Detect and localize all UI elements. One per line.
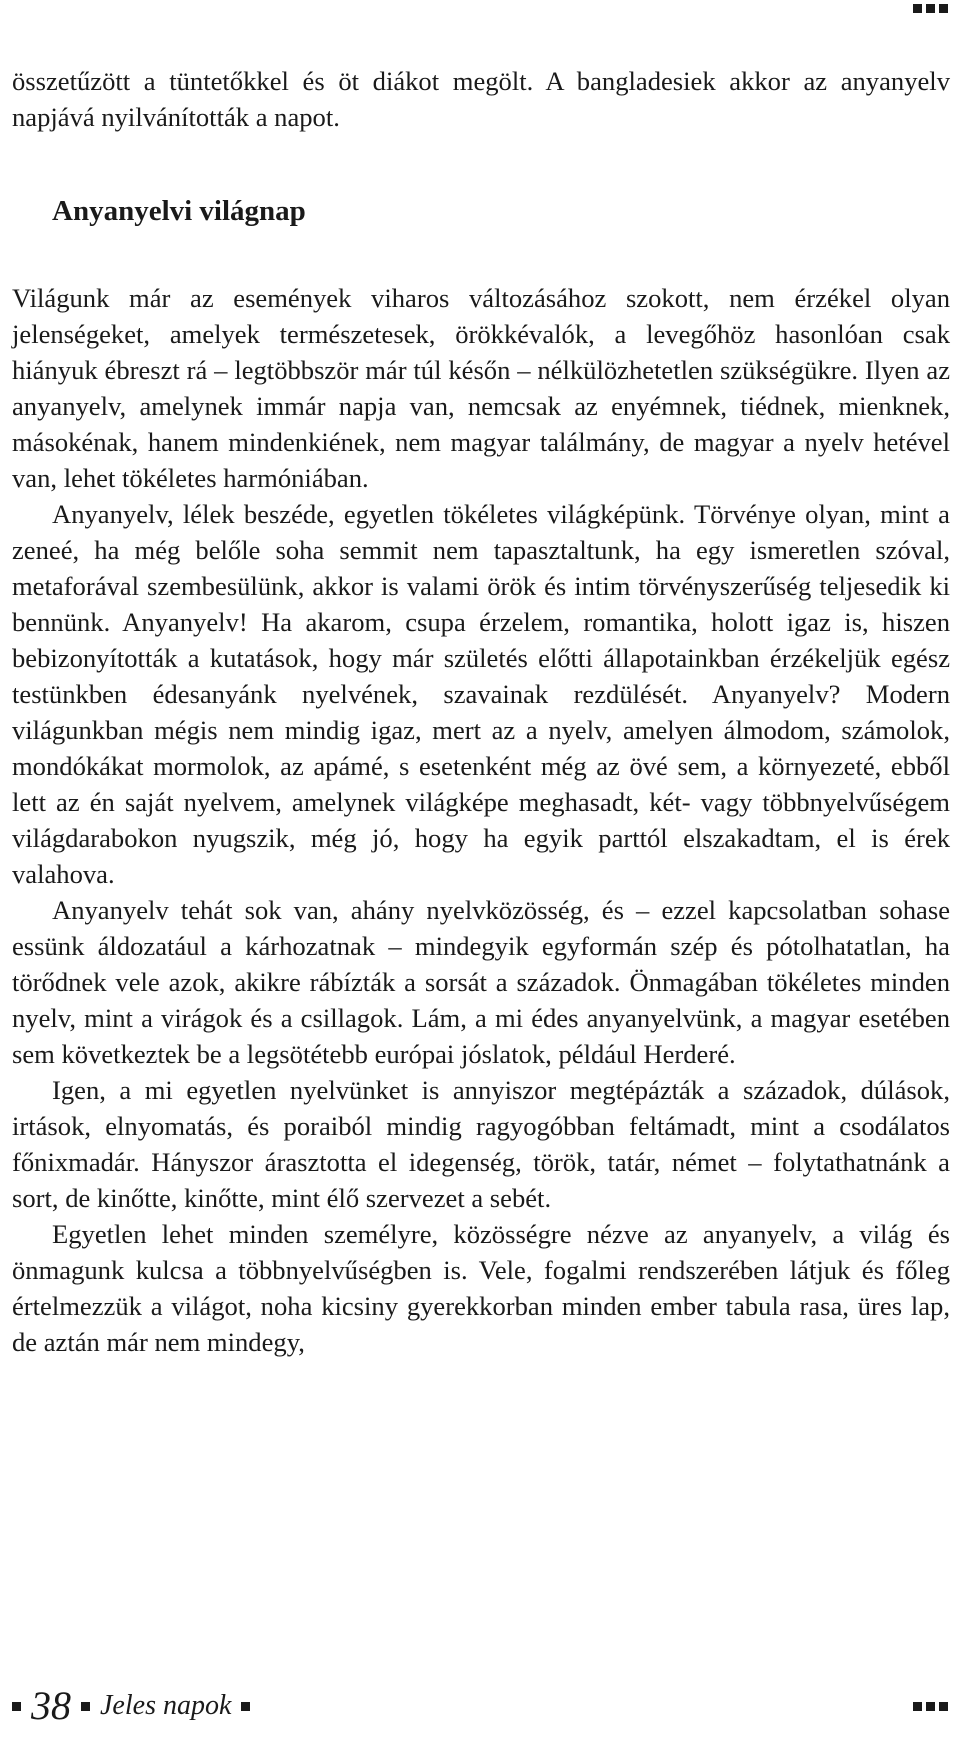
paragraph: Egyetlen lehet minden személyre, közösségre nézve az anyanyelv, a világ és önmagunk kulcsa a többnyelvűségben is. Vele, fogalmi rendszerében látjuk és főleg értelmezzük a világot, noha kicsiny gyerekkorban minden ember tabula rasa, üres lap, de aztán már nem mindegy, — [12, 1219, 950, 1357]
square-ornament-icon — [81, 1702, 90, 1711]
page-footer — [12, 1683, 948, 1728]
paragraph: Világunk már az események viharos változásához szokott, nem érzékel olyan jelenségeket, amelyek természetesek, örökkévalók, a levegőhöz hasonlóan csak hiányuk ébreszt rá – legtöbbször már túl későn – nélkülözhetetlen szükségükre. Ilyen az anyanyelv, amelynek immár napja van, nemcsak az enyémnek, tiédnek, mienknek, másokénak, hanem mindenkiének, nem magyar találmány, de magyar a nyelv hetével van, lehet tökéletes harmóniában. — [12, 283, 950, 493]
section-heading: Anyanyelvi világnap — [52, 195, 306, 227]
page-number: 38 — [31, 1683, 71, 1728]
header-ornament — [913, 4, 948, 13]
square-ornament-icon — [939, 4, 948, 13]
running-title: Jeles napok — [100, 1690, 232, 1721]
square-ornament-icon — [926, 4, 935, 13]
square-ornament-icon — [939, 1702, 948, 1711]
square-ornament-icon — [12, 1702, 21, 1711]
paragraph: Anyanyelv tehát sok van, ahány nyelvközösség, és – ezzel kapcsolatban sohase essünk áldozatául a kárhozatnak – mindegyik egyformán szép és pótolhatatlan, ha törődnek vele azok, akikre rábízták a sorsát a századok. Önmagában tökéletes minden nyelv, mint a virágok és a csillagok. Lám, a mi édes anyanyelvünk, a magyar esetében sem következtek be a legsötétebb európai jóslatok, például Herderé. — [12, 895, 950, 1069]
paragraph-continued: összetűzött a tüntetőkkel és öt diákot megölt. A bangladesiek akkor az anyanyelv napjává nyilvánították a napot. — [12, 66, 950, 132]
body-text — [12, 63, 950, 1360]
paragraph: Igen, a mi egyetlen nyelvünket is annyiszor megtépázták a századok, dúlások, irtások, elnyomatás, és poraiból mindig ragyogóbban feltámadt, mint a csodálatos főnixmadár. Hányszor árasztotta el idegenség, török, tatár, német – folytathatnánk a sort, de kinőtte, kinőtte, mint élő szervezet a sebét. — [12, 1075, 950, 1213]
footer-ornament — [913, 1702, 948, 1711]
footer-label — [12, 1683, 260, 1728]
square-ornament-icon — [913, 4, 922, 13]
square-ornament-icon — [926, 1702, 935, 1711]
square-ornament-icon — [241, 1702, 250, 1711]
square-ornament-icon — [913, 1702, 922, 1711]
paragraph: Anyanyelv, lélek beszéde, egyetlen tökéletes világképünk. Törvénye olyan, mint a zeneé, ha még belőle soha semmit nem tapasztaltunk, ha egy ismeretlen szóval, metaforával szembesülünk, akkor is valami örök és intim törvényszerűség teljesedik ki bennünk. Anyanyelv! Ha akarom, csupa érzelem, romantika, holott igaz is, hiszen bebizonyították a kutatások, hogy már születés előtti állapotainkban érzékeljük egész testünkben édesanyánk nyelvének, szavainak rezdülését. Anyanyelv? Modern világunkban mégis nem mindig igaz, mert az a nyelv, amelyen álmodom, számolok, mondókákat mormolok, az apámé, s esetenként még az övé sem, a környezeté, ebből lett az én saját nyelvem, amelynek világképe meghasadt, két- vagy többnyelvűségem világdarabokon nyugszik, még jó, hogy ha egyik parttól elszakadtam, el is érek valahova. — [12, 499, 950, 889]
